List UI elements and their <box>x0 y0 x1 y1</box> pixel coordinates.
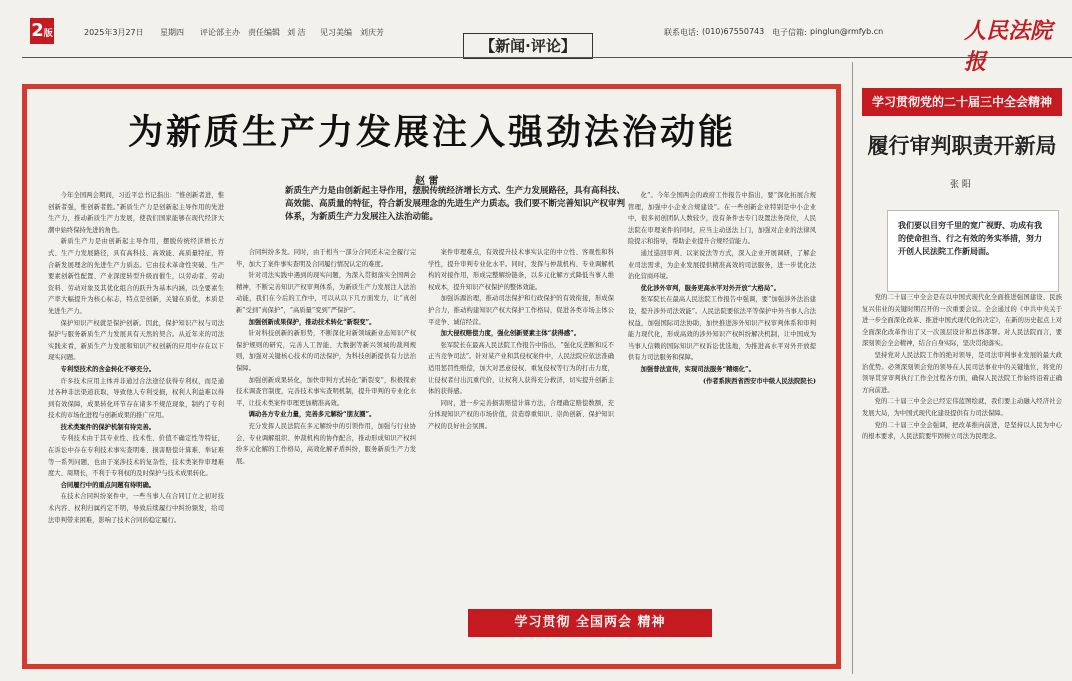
phone-label: 联系电话: <box>664 28 699 37</box>
subheading: 专利型技术的含金转化不够充分。 <box>60 365 156 373</box>
paragraph: 案件审理难点，有效提升技术事实认定的中立性、客观性和科学性，提升审判专业化水平。同时，发挥与仲裁机构、专业调解机构的对接作用，形成完整解纷链条，以多元化解方式降低当事人维权成本，提升知识产权保护的整体效能。 <box>428 249 614 291</box>
page-number <box>30 18 54 44</box>
email-label: 电子信箱: <box>772 28 807 37</box>
article-author: 赵 雷 <box>415 176 439 187</box>
paragraph: 专利技术由于其专业性、技术性、价值不确定性等特征，在诉讼中存在专利技术事实查明难、损害赔偿计算难、举证难等一系列问题，也由于案涉技术的复杂性，技术类案件审理难度大、周期长，不利于专利权的及时保护与技术成果转化。 <box>48 435 224 478</box>
paragraph: 党的二十届三中全会已经宏伟蓝图绘就，我们要主动融入经济社会发展大局，为中国式现代化建设提供有力司法保障。 <box>862 398 1062 417</box>
subheading: 合同履行中的重点问题有待明确。 <box>60 481 156 489</box>
paragraph: 通过巡回审判、以案说法等方式，深入企业开展调研，了解企业司法需求，为企业发展提供精准高效的司法服务，进一步优化法治化营商环境。 <box>628 249 816 281</box>
paragraph: 今年全国两会期间，习近平总书记指出：“惟创新者进，惟创新者强，惟创新者胜。”新质生产力是创新起主导作用的先进生产力，推动新质生产力发展，使我们国家能够在现代经济大潮中始终保持先进的角色。 <box>48 192 224 234</box>
article-title: 为新质生产力发展注入强劲法治动能 <box>127 113 736 153</box>
sidebar-banner: 学习贯彻党的二十届三中全会精神 <box>862 88 1062 116</box>
campaign-slogan-banner: 学习贯彻 全国两会 精神 <box>468 609 712 637</box>
paragraph: 同时，进一步完善损害赔偿计算方法，合理确定赔偿数额，充分体现知识产权的市场价值，营造尊重知识、崇尚创新、保护知识产权的良好社会氛围。 <box>428 399 614 430</box>
issue-weekday: 星期四 <box>160 28 184 37</box>
paragraph: 在技术合同纠纷案件中，一些当事人在合同订立之初对技术内容、权利归属约定不明，导致后续履行中纠纷频发，给司法审判带来困难，影响了技术合同的稳定履行。 <box>48 493 224 524</box>
phone-number: (010)67550743 <box>702 27 765 36</box>
paragraph: 化”。今年全国两会的政府工作报告中指出，要“深化拓展合规管理，加强中小企业合规建设”。在一些创新企业特别是中小企业中，很多初创团队人数较少，没有条件去专门设置法务岗位，人民法院在审理案件的同时，应当主动送法上门，加强对企业的法律风险提示和指导，帮助企业提升合规经营能力。 <box>628 192 816 246</box>
subheading: 加大侵权赔偿力度，强化创新要素主体“获得感”。 <box>440 330 581 338</box>
section-title: 【新闻·评论】 <box>463 33 593 59</box>
subheading: 调动各方专业力量，完善多元解纷“朋友圈”。 <box>248 411 376 419</box>
subheading: 加强普法宣传，实现司法服务“精细化”。 <box>640 365 755 373</box>
paragraph: 针对科技创新的新形势，不断深化对新领域新业态知识产权保护规则的研究，完善人工智能、大数据等新兴领域的裁判规则，加强对关键核心技术的司法保护，为科技创新提供有力法治保障。 <box>236 330 416 372</box>
article-column-3 <box>428 247 614 602</box>
article-column-1 <box>48 190 224 660</box>
subheading: 优化涉外审判，服务更高水平对外开放“大格局”。 <box>640 284 781 292</box>
paragraph: 合同纠纷多发。同时，由于相当一部分合同还未完全履行完毕，加大了案件事实查明及合同履行情况认定的难度。 <box>236 249 416 268</box>
sidebar-author: 张 阳 <box>950 180 971 190</box>
subheading: 技术类案件的保护机制有待完善。 <box>60 423 156 431</box>
author-note: (作者系陕西省西安市中级人民法院院长) <box>702 377 816 385</box>
issue-date: 2025年3月27日 <box>84 28 144 37</box>
header-divider <box>22 57 1072 58</box>
intern-label: 见习美编 <box>320 28 352 37</box>
email-address: pinglun@rmfyb.cn <box>810 27 884 36</box>
page-number-value: 2 <box>31 20 44 41</box>
paragraph: 张军院长在最高人民法院工作报告中指出，“强化反垄断和反不正当竞争司法”。针对某产业和其侵权案件中，人民法院应依法准确适用惩罚性赔偿，加大对恶意侵权、重复侵权等行为的打击力度，让侵权者付出沉重代价，让权利人获得充分救济，切实提升创新主体的获得感。 <box>428 341 614 396</box>
department: 评论部主办 <box>200 28 240 37</box>
newspaper-brand-logo: 人民法院报 <box>964 18 1053 75</box>
article-column-2 <box>236 247 416 660</box>
sidebar-summary: 我们要以目穷千里的宽广视野、功成有我的使命担当、行之有效的务实举措，努力开创人民法院工作新局面。 <box>887 210 1059 292</box>
subheading: 加强创新成果保护，推动技术转化“新裂变”。 <box>248 318 376 326</box>
sidebar-body <box>862 292 1062 672</box>
paragraph: 许多技术应用主体并非通过合法途径获得专利权，而是通过各种非法渠道获取，导致他人专利受损，权利人利益难以得到有效保障，成果转化环节存在诸多不规范现象，制约了专利技术的市场化进程与创新成果的推广应用。 <box>48 377 224 420</box>
paragraph: 张军院长在最高人民法院工作报告中强调，要“加强涉外法治建设，提升涉外司法效能”。人民法院要依法平等保护中外当事人合法权益，加强国际司法协助，加快推进涉外知识产权审判体系和审判能力现代化，形成高效的涉外知识产权纠纷解决机制，让中国成为当事人信赖的国际知识产权诉讼优选地，为推进高水平对外开放提供有力司法服务和保障。 <box>628 296 816 362</box>
sidebar-headline: 履行审判职责开新局 <box>867 134 1057 158</box>
column-divider <box>852 62 853 674</box>
paragraph: 党的二十届三中全会强调，把改革推向前进，是坚持以人民为中心的根本要求，人民法院要牢固树立司法为民理念。 <box>862 421 1062 441</box>
paragraph: 保护知识产权就是保护创新。因此，保护知识产权与司法保护与服务新质生产力发展具有天然的契合。从近年来的司法实践来看，新质生产力发展和知识产权创新的应用中存在以下现实问题。 <box>48 319 224 362</box>
editor-label: 责任编辑 <box>248 28 280 37</box>
paragraph: 新质生产力是由创新起主导作用，摆脱传统经济增长方式、生产力发展路径，具有高科技、高效能、高质量特征，符合新发展理念的先进生产力质态。它由技术革命性突破、生产要素创新性配置、产业深度转型升级而催生，以劳动者、劳动资料、劳动对象及其优化组合的跃升为基本内涵，以全要素生产率大幅提升为核心标志，特点是创新，关键在质优，本质是先进生产力。 <box>48 238 224 315</box>
paragraph: 党的二十届三中全会是在以中国式现代化全面推进强国建设、民族复兴伟业的关键时期召开的一次重要会议。全会通过的《中共中央关于进一步全面深化改革、推进中国式现代化的决定》，在新的历史起点上对全面深化改革作出了又一次顶层设计和总体部署。对人民法院而言，要深刻领会全会精神，结合自身实际，坚决贯彻落实。 <box>862 294 1062 348</box>
paragraph: 加强创新成果转化，加快审判方式转化“新裂变”，积极探索技术调查官制度，完善技术事实查明机制，提升审判的专业化水平，让技术类案件审理更加精准高效。 <box>236 376 416 407</box>
page-number-suffix: 版 <box>43 29 53 39</box>
paragraph: 充分发挥人民法院在多元解纷中的引领作用，加强与行业协会、专业调解组织、仲裁机构的协作配合，推动形成知识产权纠纷多元化解的工作格局，高效化解矛盾纠纷，服务新质生产力发展。 <box>236 422 416 465</box>
article-column-4 <box>628 190 816 605</box>
paragraph: 针对司法实践中遇到的现实问题，为深入贯彻落实全国两会精神，不断完善知识产权审判体系，为新质生产力发展注入法治动能，我们在今后的工作中，可以从以下几方面发力，让“真创新”受到“真保护”，“高质量”变到“严保护”。 <box>236 272 416 314</box>
intern-name: 刘庆芳 <box>360 28 384 37</box>
paragraph: 加强诉源治理，推动司法保护和行政保护的有效衔接，形成保护合力，推动构建知识产权大保护工作格局，促进各类市场主体公平竞争、诚信经营。 <box>428 295 614 326</box>
editor-name: 刘 洁 <box>287 28 306 37</box>
article-summary: 新质生产力是由创新起主导作用，摆脱传统经济增长方式、生产力发展路径，具有高科技、高效能、高质量的特征，符合新发展理念的先进生产力质态。我们要不断完善知识产权审判体系，为新质生产力发展注入法治动能。 <box>285 186 626 222</box>
paragraph: 坚持党对人民法院工作的绝对领导，是司法审判事业发展的最大政治优势。必须深刻领会党的领导在人民司法事业中的关键地位，将党的领导贯穿审判执行工作全过程各方面，确保人民法院工作始终沿着正确方向前进。 <box>862 351 1062 394</box>
